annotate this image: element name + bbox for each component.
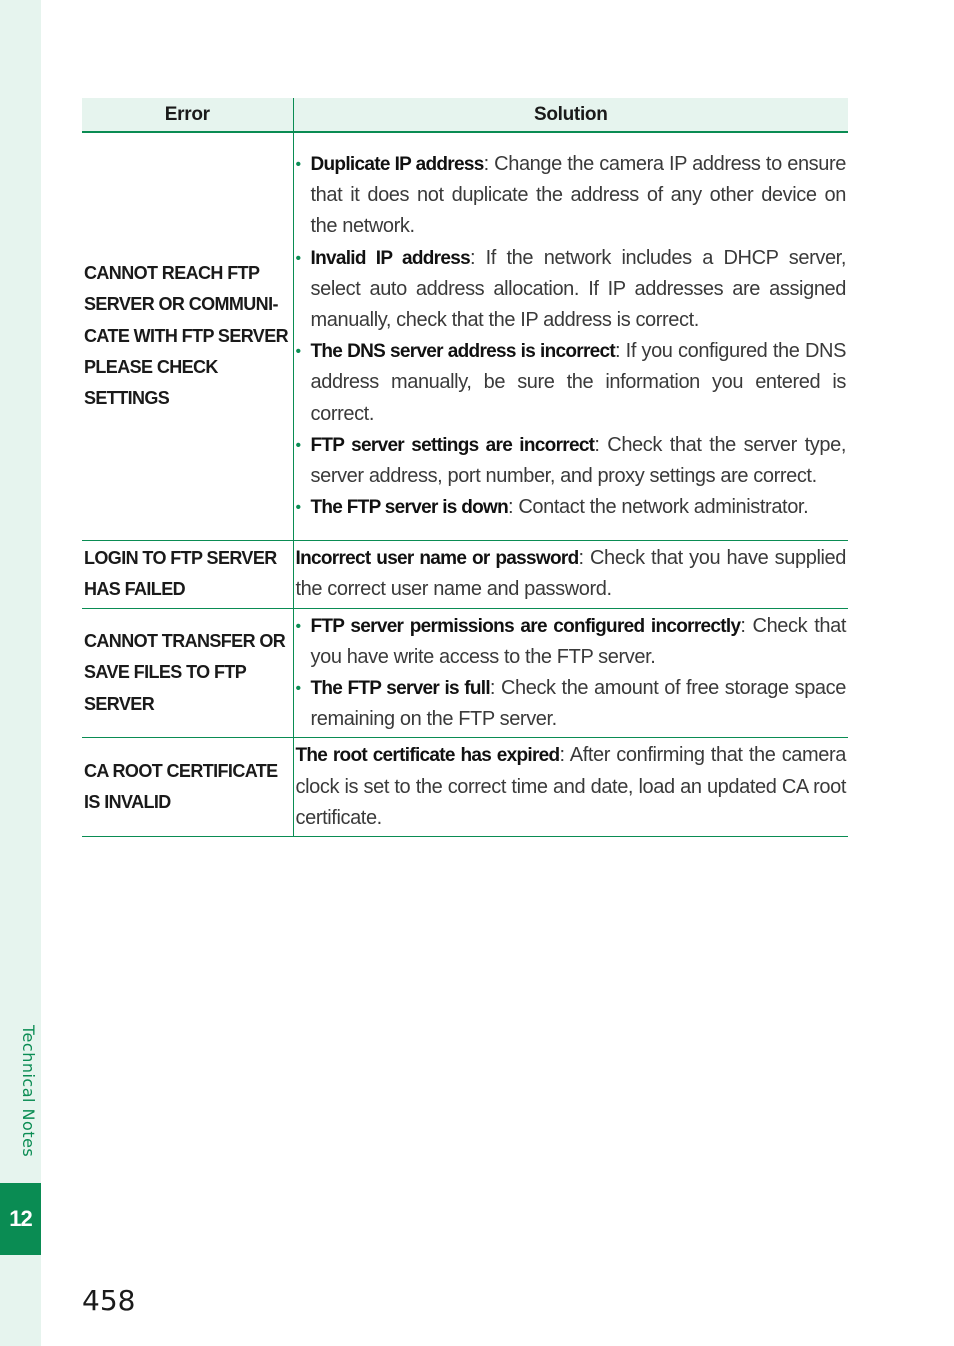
table-row bbox=[82, 738, 848, 837]
table-row bbox=[82, 540, 848, 608]
bullet-text: : Check that you have write access to the FTP server. bbox=[310, 614, 847, 668]
solution-text: : Check that you have supplied the correct user name and password. bbox=[295, 546, 846, 600]
bullet-title: FTP server permissions are configured incorrectly bbox=[310, 615, 741, 637]
solution-cell bbox=[293, 540, 848, 608]
column-header-solution: Solution bbox=[293, 98, 848, 132]
bullet-title: The FTP server is down bbox=[310, 497, 509, 519]
solution-title: The root certificate has expired bbox=[295, 745, 560, 767]
table-row bbox=[82, 132, 848, 540]
list-item bbox=[296, 336, 847, 430]
error-cell bbox=[82, 738, 293, 837]
list-item bbox=[296, 149, 847, 243]
error-cell bbox=[82, 608, 293, 738]
bullet-text: : Contact the network administrator. bbox=[508, 496, 809, 519]
bullet-title: Duplicate IP address bbox=[310, 154, 484, 176]
solution-cell bbox=[293, 132, 848, 540]
error-cell bbox=[82, 540, 293, 608]
bullet-title: Invalid IP address bbox=[310, 247, 470, 269]
list-item bbox=[296, 492, 847, 523]
table-row bbox=[82, 608, 848, 738]
bullet-title: The FTP server is full bbox=[310, 677, 490, 699]
solution-text: : After confirming that the camera clock is set to the correct time and date, load an updated CA root certificate. bbox=[295, 744, 846, 829]
list-item bbox=[296, 243, 847, 337]
error-text: CANNOT REACH FTP SERVER OR COMMUNI-CATE WITH FTP SERVER PLEASE CHECK SETTINGS bbox=[84, 263, 289, 409]
bullet-title: The DNS server address is incorrect bbox=[310, 341, 616, 363]
bullet-text: : Check the amount of free storage space remaining on the FTP server. bbox=[310, 676, 846, 731]
bullet-text: : If you configured the DNS address manually, be sure the information you entered is correct. bbox=[310, 340, 847, 425]
bullet-text: : Change the camera IP address to ensure that it does not duplicate the address of any other device on the network. bbox=[310, 153, 846, 238]
solution-title: Incorrect user name or password bbox=[295, 547, 579, 569]
list-item bbox=[296, 430, 847, 492]
error-text: CANNOT TRANSFER OR SAVE FILES TO FTP SERVER bbox=[84, 631, 286, 714]
bullet-title: FTP server settings are incorrect bbox=[310, 434, 595, 456]
bullet-text: : Check that the server type, server address, port number, and proxy settings are correct. bbox=[310, 433, 846, 488]
error-text: LOGIN TO FTP SERVER HAS FAILED bbox=[84, 547, 277, 599]
chapter-tab: 12 bbox=[0, 1183, 41, 1255]
bullet-text: : If the network includes a DHCP server, select auto address allocation. If IP addresses are assigned manually, check that the IP address is correct. bbox=[310, 246, 846, 332]
section-label: Technical Notes bbox=[19, 1025, 38, 1158]
solution-cell bbox=[293, 608, 848, 738]
list-item bbox=[296, 611, 847, 673]
error-cell bbox=[82, 132, 293, 540]
solution-cell bbox=[293, 738, 848, 837]
error-text: CA ROOT CERTIFICATE IS INVALID bbox=[84, 760, 278, 813]
error-table bbox=[82, 98, 848, 837]
column-header-error: Error bbox=[82, 98, 293, 132]
list-item bbox=[296, 673, 847, 735]
page-number: 458 bbox=[82, 1284, 136, 1317]
table-header-row bbox=[82, 98, 848, 132]
